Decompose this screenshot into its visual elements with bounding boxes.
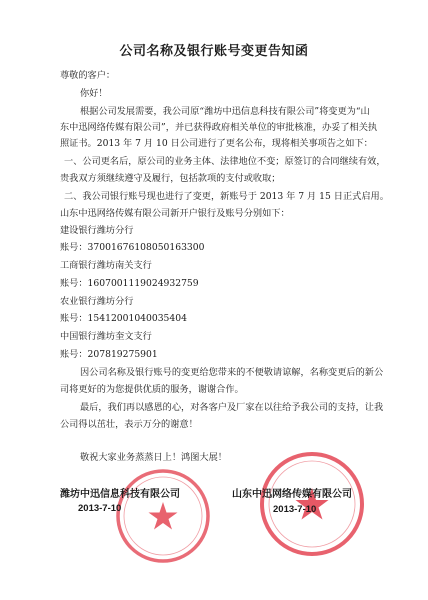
right-signature-date: 2013-7-10	[273, 504, 317, 515]
right-company-signature: 山东中迅网络传媒有限公司	[232, 489, 352, 500]
letter-title: 公司名称及银行账号变更告知函	[119, 44, 309, 59]
body-paragraph-line: 一、公司更名后，原公司的业务主体、法律地位不变；原签订的合同继续有效，	[64, 156, 386, 167]
greeting: 你好！	[80, 88, 108, 99]
bank-account: 账号：1607001119024932759	[60, 278, 199, 289]
bank-name: 建设银行潍坊分行	[60, 225, 134, 236]
salutation: 尊敬的客户：	[60, 70, 116, 81]
bank-name: 中国银行潍坊奎文支行	[60, 331, 152, 342]
closing-wish: 敬祝大家业务蒸蒸日上！鸿图大展！	[80, 452, 227, 463]
bank-account: 账号：37001676108050163300	[60, 242, 205, 253]
bank-name: 工商银行潍坊南关支行	[60, 260, 152, 271]
body-paragraph-line: 贵我双方须继续遵守及履行，包括款项的支付或收取；	[60, 173, 281, 184]
closing-paragraph-line: 公司得以茁壮，表示万分的谢意！	[60, 419, 198, 430]
bank-account: 账号：207819275901	[60, 349, 158, 360]
closing-paragraph-line: 司将更好的为您提供优质的服务，谢谢合作。	[60, 384, 244, 395]
closing-paragraph-line: 因公司名称及银行账号的变更给您带来的不便敬请谅解，名称变更后的新公	[80, 367, 384, 378]
left-company-seal	[115, 468, 211, 564]
body-paragraph-line: 照证书。2013 年 7 月 10 日公司进行了更名公布，现将相关事项告之如下：	[60, 138, 373, 149]
left-company-signature: 潍坊中迅信息科技有限公司	[60, 489, 180, 500]
body-paragraph-line: 二、我公司银行账号现也进行了变更，新账号于 2013 年 7 月 15 日正式启用。	[64, 191, 389, 202]
left-signature-date: 2013-7-10	[78, 503, 122, 514]
bank-account: 账号：15412001040035404	[60, 313, 187, 324]
bank-name: 农业银行潍坊分行	[60, 296, 134, 307]
closing-paragraph-line: 最后，我们再以感恩的心，对各客户及厂家在以往给予我公司的支持，让我	[80, 402, 384, 413]
body-paragraph-line: 根据公司发展需要，我公司原“潍坊中迅信息科技有限公司”将变更为“山	[80, 106, 370, 117]
body-paragraph-line: 东中迅网络传媒有限公司”，并已获得政府相关单位的审批核准，办妥了相关执	[60, 122, 378, 133]
body-paragraph-line: 山东中迅网络传媒有限公司新开户银行及账号分别如下：	[60, 208, 290, 219]
